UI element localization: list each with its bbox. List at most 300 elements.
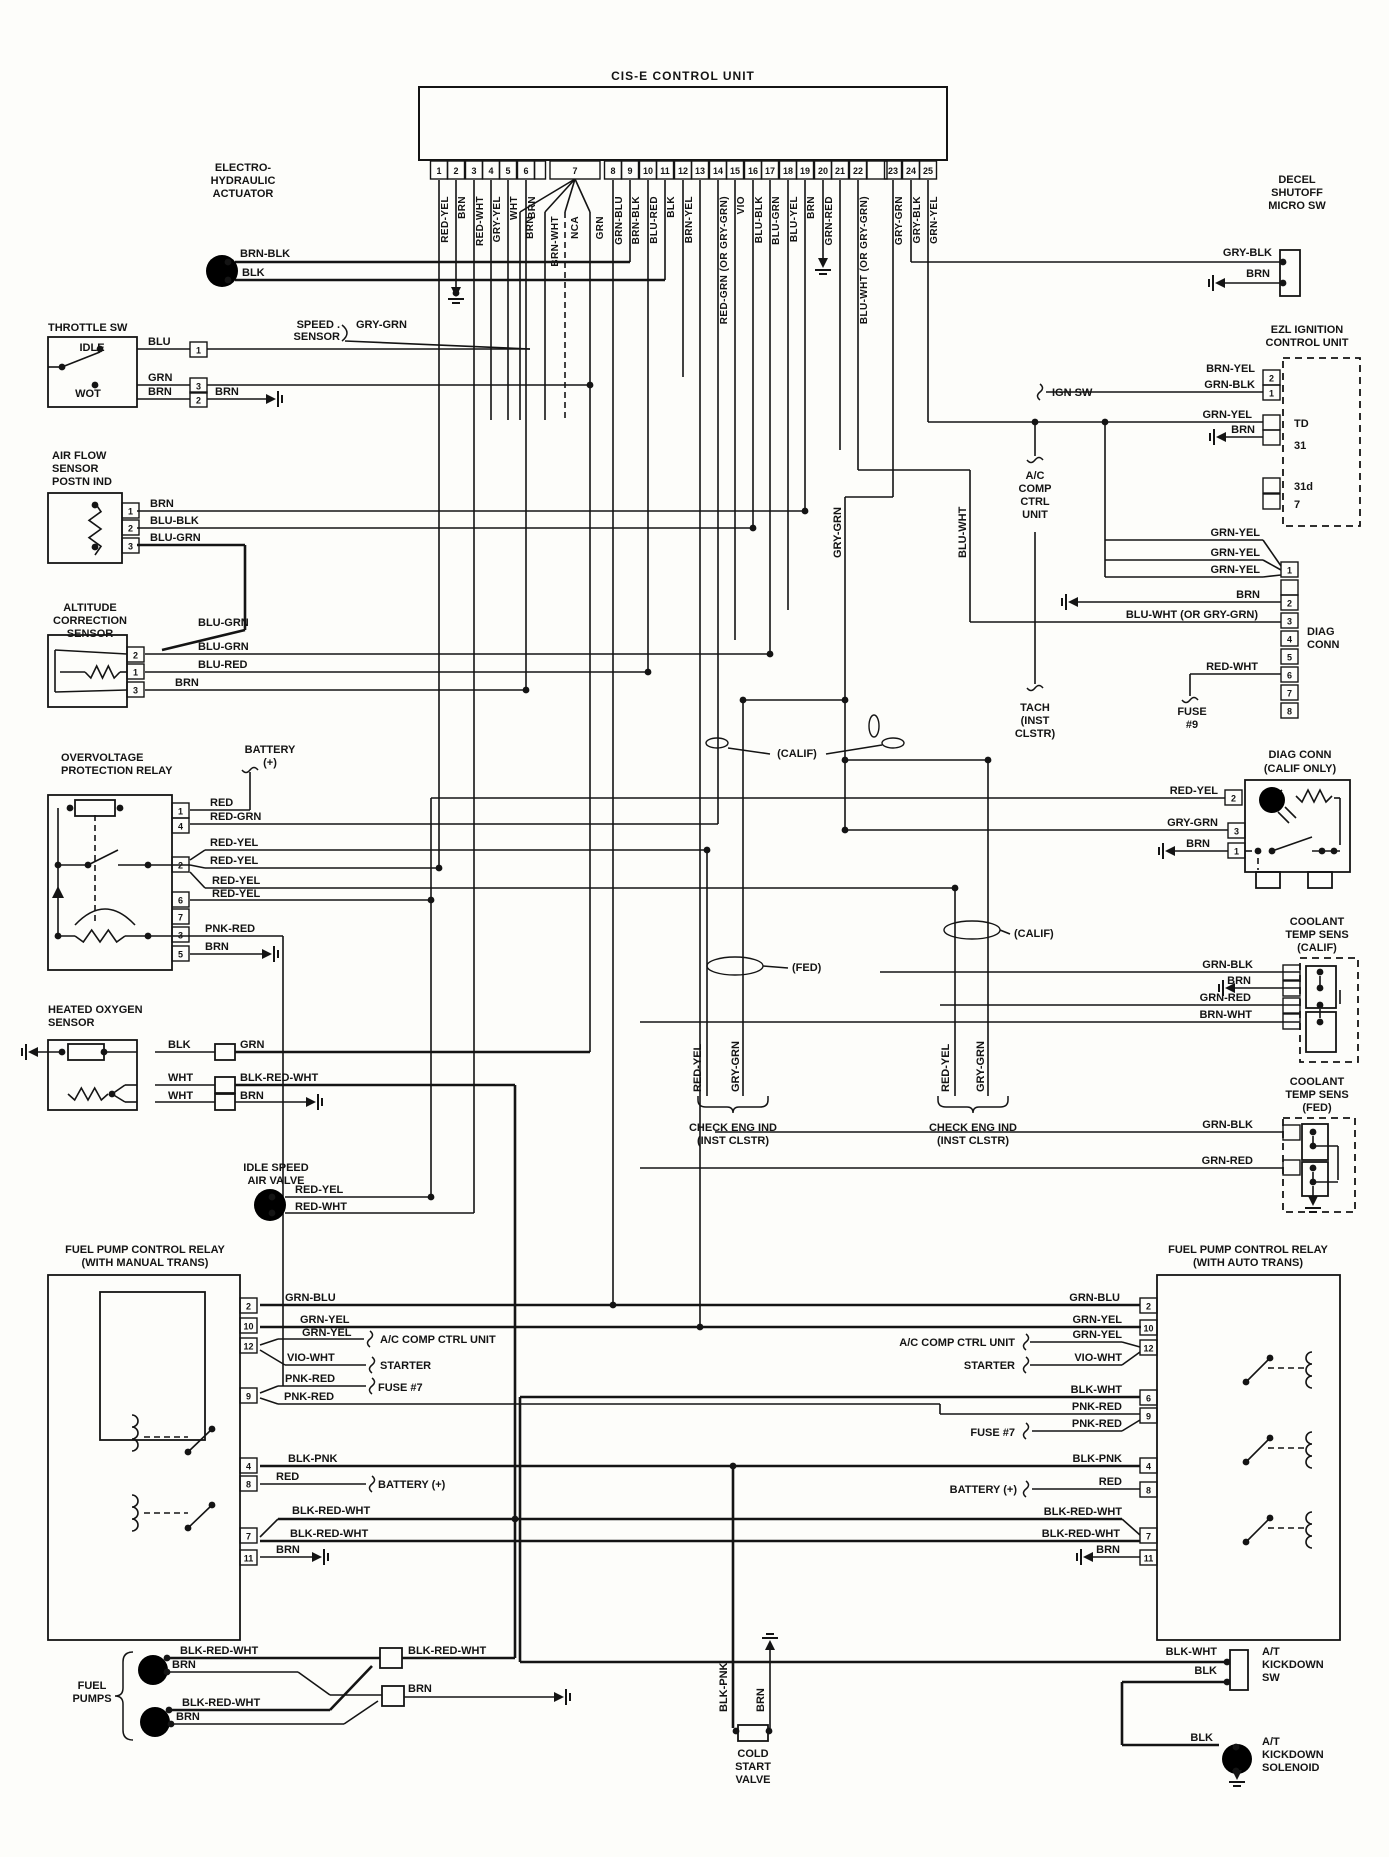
label: BLK xyxy=(242,267,265,279)
junction-dot xyxy=(730,1463,737,1470)
label: BLK xyxy=(1190,1732,1213,1744)
label: AIR VALVE xyxy=(247,1175,305,1187)
ground-icon xyxy=(1209,275,1225,291)
label: PROTECTION RELAY xyxy=(61,765,173,777)
pin-number: 9 xyxy=(1145,1411,1152,1422)
pin-number: 3 xyxy=(127,541,134,552)
junction-dot xyxy=(209,1426,216,1433)
label: BLK-RED-WHT xyxy=(290,1528,369,1540)
label: ACTUATOR xyxy=(212,188,274,200)
brace xyxy=(370,1378,375,1394)
label: CONTROL UNIT xyxy=(1265,337,1349,349)
junction-dot xyxy=(952,885,959,892)
label: COOLANT xyxy=(1289,1076,1345,1088)
junction-dot xyxy=(733,1728,740,1735)
junction-dot xyxy=(1224,1659,1231,1666)
cis-pin-wire-label: BLU-YEL xyxy=(789,196,800,243)
ground-icon xyxy=(448,287,464,303)
junction-dot xyxy=(1310,1143,1317,1150)
brace xyxy=(370,1357,375,1373)
label: (INST xyxy=(1020,715,1050,727)
cis-pin7-fan-label: NCA xyxy=(570,216,581,239)
label: COLD xyxy=(737,1748,769,1760)
label: A/C xyxy=(1025,470,1045,482)
coil-symbol xyxy=(1306,1432,1312,1468)
label: BLK-RED-WHT xyxy=(1043,1506,1122,1518)
label: RED xyxy=(276,1471,300,1483)
cis-pin-wire-label: BRN xyxy=(457,196,468,219)
label: GRY-GRN xyxy=(356,319,407,331)
ground-arrow xyxy=(306,1097,316,1107)
wire-segment xyxy=(728,748,770,754)
junction-dot xyxy=(512,1516,519,1523)
label: FUSE #7 xyxy=(970,1427,1015,1439)
ground-icon xyxy=(312,1549,328,1565)
pin-number: 3 xyxy=(195,381,202,392)
pin-box xyxy=(1283,1160,1300,1175)
label: WHT xyxy=(168,1090,194,1102)
label: GRY-BLK xyxy=(1222,247,1272,259)
pin-number: 2 xyxy=(132,650,139,661)
wire-segment xyxy=(260,1386,278,1393)
brace xyxy=(1024,1423,1029,1439)
label: BLK-WHT xyxy=(1070,1384,1122,1396)
label: RED-YEL xyxy=(1169,785,1218,797)
ground-icon xyxy=(1305,1196,1321,1212)
wire-segment xyxy=(298,1672,330,1695)
ground-arrow xyxy=(451,287,461,297)
label: 31d xyxy=(1294,481,1313,493)
component-box xyxy=(75,800,115,816)
wire-segment xyxy=(1246,1518,1270,1542)
label: BRN xyxy=(205,941,229,953)
wire-segment xyxy=(88,850,118,865)
pin-number: 1 xyxy=(195,345,202,356)
label: GRN-RED xyxy=(1199,992,1251,1004)
wire-segment xyxy=(1122,1420,1140,1431)
label: IDLE xyxy=(79,342,105,354)
pin-box xyxy=(1283,1125,1300,1140)
label: BRN xyxy=(1246,268,1270,280)
label: OVERVOLTAGE xyxy=(61,752,144,764)
junction-dot xyxy=(1317,969,1324,976)
cis-pin-number: 6 xyxy=(523,166,529,176)
cis-pin-wire-label: GRN-BLU xyxy=(614,196,625,245)
junction-dot xyxy=(1233,1744,1240,1751)
junction-dot xyxy=(1267,1435,1274,1442)
label: (INST CLSTR) xyxy=(696,1135,770,1147)
label: #9 xyxy=(1185,719,1199,731)
cis-pin-number: 15 xyxy=(729,166,741,176)
label: TEMP SENS xyxy=(1285,1089,1349,1101)
label: GRN-YEL xyxy=(300,1314,350,1326)
wire-segment xyxy=(1246,1358,1270,1382)
junction-dot xyxy=(164,1655,171,1662)
brace xyxy=(368,1331,373,1347)
label: DECEL xyxy=(1278,174,1316,186)
junction-dot xyxy=(766,1728,773,1735)
wire-segment xyxy=(1122,1519,1140,1535)
pin-number: 6 xyxy=(1145,1393,1152,1404)
label: PNK-RED xyxy=(285,1373,336,1385)
label: SENSOR xyxy=(293,331,340,343)
cis-pin-wire-label: BRN xyxy=(527,196,538,219)
wire-segment xyxy=(55,650,127,654)
cis-pin-number: 24 xyxy=(905,166,917,176)
label: PNK-RED xyxy=(1071,1418,1122,1430)
label: SENSOR xyxy=(66,628,114,640)
label: RED-YEL xyxy=(212,888,261,900)
label: BRN xyxy=(1236,589,1260,601)
label: KICKDOWN xyxy=(1262,1749,1324,1761)
component-box xyxy=(48,635,127,707)
label: BLU-GRN xyxy=(150,532,201,544)
cis-pin-number: 22 xyxy=(852,166,864,176)
label: BRN xyxy=(1227,975,1251,987)
label: GRN-BLK xyxy=(1202,959,1253,971)
resistor-symbol xyxy=(68,1088,108,1100)
pin-box xyxy=(1263,478,1280,493)
cis-pin-wire-label: BRN xyxy=(806,196,817,219)
ground-icon xyxy=(1062,594,1078,610)
cis-pin7-fan-label: GRN xyxy=(595,216,606,240)
label: AIR FLOW xyxy=(52,450,107,462)
wire-segment xyxy=(190,850,205,860)
brace xyxy=(1027,686,1043,691)
label: BRN xyxy=(1231,424,1255,436)
junction-dot xyxy=(750,525,757,532)
label: RED-WHT xyxy=(1206,661,1258,673)
label: BLK xyxy=(168,1039,191,1051)
variant-marker-oval xyxy=(944,921,1000,939)
label: WHT xyxy=(168,1072,194,1084)
label: RED-WHT xyxy=(295,1201,347,1213)
junction-dot xyxy=(1310,1165,1317,1172)
label: GRN-BLK xyxy=(1202,1119,1253,1131)
label: START xyxy=(735,1761,771,1773)
label: DIAG xyxy=(1307,626,1335,638)
ground-arrow xyxy=(1165,846,1175,856)
brace xyxy=(938,1096,1008,1113)
label: SENSOR xyxy=(52,463,99,475)
label: BRN xyxy=(1186,838,1210,850)
wire-segment xyxy=(260,1339,278,1345)
label: CONN xyxy=(1307,639,1340,651)
pin-number: 2 xyxy=(245,1301,252,1312)
cis-pin-wire-label: GRN-RED xyxy=(824,196,835,246)
pin-number: 1 xyxy=(127,506,134,517)
ground-icon xyxy=(1210,429,1226,445)
pin-number: 12 xyxy=(243,1341,254,1352)
junction-dot xyxy=(697,1324,704,1331)
label: BLK-RED-WHT xyxy=(1041,1528,1120,1540)
cis-pin-wire-label: BLU-BLK xyxy=(754,196,765,244)
ground-icon xyxy=(815,258,831,274)
junction-dot xyxy=(1032,419,1039,426)
wire-segment xyxy=(1000,930,1010,934)
label: SOLENOID xyxy=(1262,1762,1320,1774)
ground-icon xyxy=(262,946,278,962)
pin-number: 2 xyxy=(1145,1301,1152,1312)
ground-arrow xyxy=(312,1552,322,1562)
label: GRN-RED xyxy=(1201,1155,1253,1167)
junction-dot xyxy=(436,865,443,872)
label: ELECTRO- xyxy=(214,162,272,174)
pin-number: 3 xyxy=(1233,826,1240,837)
junction-dot xyxy=(269,1194,276,1201)
pin-number: 9 xyxy=(245,1391,252,1402)
wire-segment xyxy=(62,352,100,367)
brace xyxy=(1024,1357,1029,1373)
label: BLK-RED-WHT xyxy=(408,1645,487,1657)
cis-pin-number: 5 xyxy=(505,166,511,176)
label: GRN-YEL xyxy=(1072,1314,1122,1326)
label: PNK-RED xyxy=(205,923,256,935)
vertical-wire-label: RED-YEL xyxy=(940,1043,952,1092)
component-boxes-layer xyxy=(48,87,1360,1741)
pin-number: 7 xyxy=(177,912,184,923)
cis-pin-number: 23 xyxy=(887,166,899,176)
label: IGN SW xyxy=(1052,387,1093,399)
wire-segment xyxy=(55,690,127,692)
connector-circle xyxy=(140,1707,170,1737)
diode-symbol xyxy=(52,886,64,898)
label: FUEL xyxy=(77,1680,107,1692)
wire-segment xyxy=(330,1666,372,1710)
label: VIO-WHT xyxy=(1074,1352,1122,1364)
component-box xyxy=(48,1275,240,1640)
pin-number: 4 xyxy=(245,1461,252,1472)
label: GRN xyxy=(148,372,173,384)
label: RED-GRN xyxy=(210,811,262,823)
label: BLK-RED-WHT xyxy=(240,1072,319,1084)
component-box xyxy=(48,795,172,970)
junction-dot xyxy=(1243,1459,1250,1466)
label: FUSE xyxy=(1177,706,1207,718)
label: BRN xyxy=(176,1711,200,1723)
junction-dot xyxy=(1243,1539,1250,1546)
label: BRN xyxy=(215,386,239,398)
pin-number: 8 xyxy=(1145,1485,1152,1496)
label: CORRECTION xyxy=(53,615,127,627)
junction-dot xyxy=(55,933,62,940)
ground-arrow xyxy=(1308,1196,1318,1206)
label: A/T xyxy=(1262,1736,1280,1748)
label: BLK xyxy=(1194,1665,1217,1677)
label: RED-YEL xyxy=(295,1184,344,1196)
component-box xyxy=(215,1077,235,1093)
cis-pin-wire-label: VIO xyxy=(736,196,747,215)
variant-marker-oval xyxy=(882,738,904,748)
pin-number: 7 xyxy=(1145,1531,1152,1542)
cis-pin-number: 13 xyxy=(694,166,706,176)
junction-dot xyxy=(1267,1355,1274,1362)
ground-icon xyxy=(266,391,282,407)
label: RED-YEL xyxy=(210,855,259,867)
coil-symbol xyxy=(132,1415,138,1451)
component-box xyxy=(1230,1650,1248,1690)
label: BLK-PNK xyxy=(288,1453,338,1465)
pin-number: 1 xyxy=(1286,565,1293,576)
label: GRN-BLU xyxy=(1069,1292,1120,1304)
ground-arrow xyxy=(765,1640,775,1650)
ground-arrow xyxy=(554,1692,564,1702)
component-box xyxy=(1157,1275,1340,1640)
junction-dot xyxy=(145,862,152,869)
wire-segment xyxy=(1263,575,1281,577)
label: RED-YEL xyxy=(212,875,261,887)
label: STARTER xyxy=(963,1360,1015,1372)
connector-circle xyxy=(1259,787,1285,813)
relay-arc xyxy=(75,909,135,925)
label: BRN xyxy=(240,1090,264,1102)
junction-dot xyxy=(209,1502,216,1509)
cis-pin-number: 16 xyxy=(747,166,759,176)
pin-number: 4 xyxy=(1286,634,1293,645)
pin-number: 2 xyxy=(1268,373,1275,384)
cis-pin-number: 10 xyxy=(642,166,654,176)
label: GRN-YEL xyxy=(302,1327,352,1339)
pin-number: 1 xyxy=(1268,388,1275,399)
junction-dot xyxy=(185,1449,192,1456)
vertical-wire-label: BRN xyxy=(755,1688,767,1712)
label: 7 xyxy=(1294,499,1301,511)
label: BRN xyxy=(175,677,199,689)
pin-number: 7 xyxy=(245,1531,252,1542)
label: BLU-WHT (OR GRY-GRN) xyxy=(1125,609,1258,621)
cis-pin-wire-label: BRN-BLK xyxy=(631,196,642,245)
junction-dot xyxy=(225,259,232,266)
junction-dot xyxy=(1317,1002,1324,1009)
label: BLU-GRN xyxy=(198,641,249,653)
cis-pin-number: 8 xyxy=(610,166,616,176)
cis-pin-wire-label: GRY-YEL xyxy=(492,196,503,243)
pin-number: 7 xyxy=(1286,688,1293,699)
junction-dot xyxy=(523,687,530,694)
pin-number: 12 xyxy=(1143,1343,1154,1354)
junction-dot xyxy=(610,1302,617,1309)
pin-number: 2 xyxy=(177,860,184,871)
label: EZL IGNITION xyxy=(1270,324,1344,336)
junction-dot xyxy=(428,897,435,904)
pin-number: 11 xyxy=(1143,1553,1154,1564)
coil-symbol xyxy=(132,1495,138,1531)
label: GRN xyxy=(240,1039,265,1051)
ground-arrow xyxy=(1215,278,1225,288)
junction-dot xyxy=(101,1049,108,1056)
label: UNIT xyxy=(1022,509,1048,521)
component-box xyxy=(1306,1012,1336,1052)
cis-pin-wire-label: BLU-WHT (OR GRY-GRN) xyxy=(859,196,870,325)
junction-dot xyxy=(1319,848,1326,855)
wire-segment xyxy=(763,966,788,968)
label: WOT xyxy=(75,388,101,400)
junction-dot xyxy=(1331,848,1338,855)
junction-dot xyxy=(59,364,66,371)
label: PNK-RED xyxy=(284,1391,335,1403)
cis-pin-number: 18 xyxy=(782,166,794,176)
wire-segment xyxy=(1272,837,1312,851)
label: (+) xyxy=(263,757,277,769)
junction-dot xyxy=(645,669,652,676)
pin-number: 3 xyxy=(132,685,139,696)
pin-number: 3 xyxy=(177,930,184,941)
vertical-wire-label: BLU-WHT xyxy=(957,506,969,558)
pin-box xyxy=(1263,494,1280,509)
junction-dot xyxy=(802,508,809,515)
wire-segment xyxy=(345,341,530,349)
pin-number: 8 xyxy=(1286,706,1293,717)
label: TEMP SENS xyxy=(1285,929,1349,941)
label: PUMPS xyxy=(72,1693,112,1705)
wire-segment xyxy=(190,872,205,888)
label: BRN xyxy=(1096,1544,1120,1556)
junction-dot xyxy=(1280,259,1287,266)
component-box xyxy=(68,1044,104,1060)
pin-number: 6 xyxy=(177,895,184,906)
cis-control-unit-title: CIS-E CONTROL UNIT xyxy=(611,69,755,83)
cis-pin-number: 25 xyxy=(922,166,934,176)
label: GRN-BLU xyxy=(285,1292,336,1304)
cis-pin-wire-label: GRY-GRN xyxy=(894,196,905,246)
label: GRN-YEL xyxy=(1202,409,1252,421)
junction-dot xyxy=(985,757,992,764)
label: COMP xyxy=(1018,483,1052,495)
label: (FED) xyxy=(1302,1102,1332,1114)
ground-arrow xyxy=(28,1047,38,1057)
cis-pin-wire-label: BLU-GRN xyxy=(771,196,782,245)
label: FUEL PUMP CONTROL RELAY xyxy=(1168,1244,1328,1256)
pin-number: 2 xyxy=(195,395,202,406)
label: SHUTOFF xyxy=(1271,187,1323,199)
wire-segment xyxy=(260,1350,285,1365)
label: (CALIF) xyxy=(1014,928,1054,940)
cis-pin-wire-label: BLK xyxy=(666,196,677,218)
junction-dot xyxy=(59,1049,66,1056)
cis-pin-number: 3 xyxy=(471,166,477,176)
label: (CALIF) xyxy=(777,748,817,760)
junction-dot xyxy=(1280,280,1287,287)
label: BRN xyxy=(276,1544,300,1556)
label: TACH xyxy=(1020,702,1050,714)
junction-dot xyxy=(1317,1019,1324,1026)
connector-circle xyxy=(138,1655,168,1685)
resistor-symbol xyxy=(75,930,125,942)
cis-pin-number: 21 xyxy=(834,166,846,176)
junction-dot xyxy=(185,1525,192,1532)
label: RED xyxy=(1098,1476,1122,1488)
junction-dot xyxy=(1310,1129,1317,1136)
component-box xyxy=(1300,958,1358,1062)
label: BRN xyxy=(172,1659,196,1671)
junction-dot xyxy=(767,651,774,658)
pin-number: 3 xyxy=(1286,616,1293,627)
cis-pin-number: 11 xyxy=(660,166,670,176)
label: BRN xyxy=(148,386,172,398)
pin-number: 4 xyxy=(177,821,184,832)
label: KICKDOWN xyxy=(1262,1659,1324,1671)
label: GRN-YEL xyxy=(1072,1329,1122,1341)
label: FUSE #7 xyxy=(378,1382,423,1394)
label: COOLANT xyxy=(1289,916,1345,928)
ground-arrow xyxy=(818,258,828,268)
label: BATTERY (+) xyxy=(378,1479,446,1491)
pin-box xyxy=(1281,580,1298,595)
wire-segment xyxy=(260,1398,278,1404)
label: BRN-WHT xyxy=(1199,1009,1252,1021)
component-box xyxy=(1256,872,1280,888)
label: A/T xyxy=(1262,1646,1280,1658)
